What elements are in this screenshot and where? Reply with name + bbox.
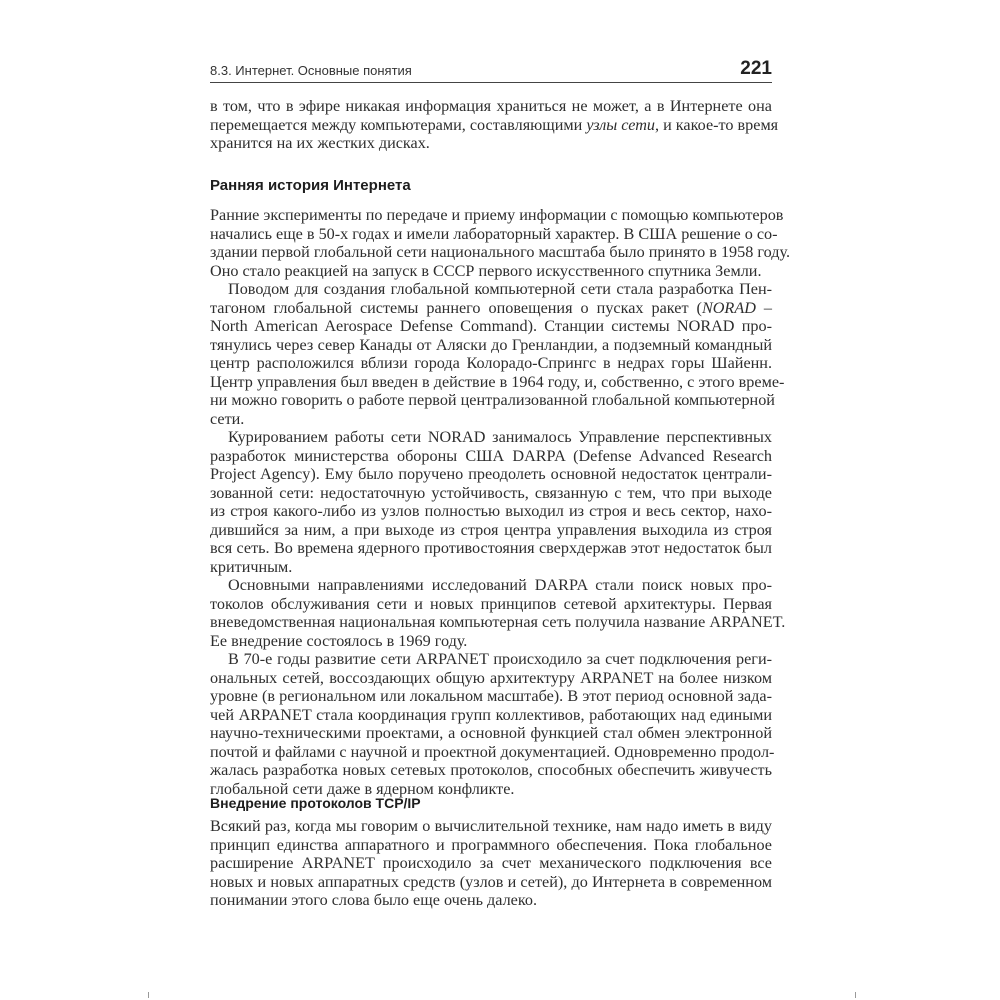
- paragraph: [210, 650, 775, 798]
- text-segment: перемещается между компьютерами, составляющими: [210, 115, 587, 134]
- text-line: почтой и файлами с научной и проектной документацией. Одновременно продол-: [210, 742, 775, 761]
- text-line: центр расположился вблизи города Колорадо-Спрингс в недрах горы Шайенн.: [210, 354, 772, 372]
- intro-paragraph: [210, 97, 779, 153]
- text-line: Ранние эксперименты по передаче и приему информации с помощью компьютеров: [210, 206, 784, 224]
- section-title: 8.3. Интернет. Основные понятия: [210, 63, 412, 78]
- text-line: критичным.: [210, 557, 293, 576]
- text-line: разработок министерства обороны США DARPA (Defense Advanced Research: [210, 446, 772, 465]
- text-line: уровне (в региональном или локальном масштабе). В этот период основной зада-: [210, 687, 772, 705]
- text-line: Всякий раз, когда мы говорим о вычислительной технике, нам надо иметь в виду: [210, 817, 772, 835]
- text-line: научно-техническими проектами, а основной функцией стал обмен электронной: [210, 724, 772, 742]
- text-line: Оно стало реакцией на запуск в СССР первого искусственного спутника Земли.: [210, 261, 762, 280]
- paragraph: [210, 280, 785, 428]
- text-line: понимании этого слова было еще очень далеко.: [210, 891, 538, 909]
- text-line: начались еще в 50-х годах и имели лабораторный характер. В США решение о со-: [210, 224, 778, 243]
- text-line: из строя какого-либо из узлов полностью выходил из строя и весь сектор, нахо-: [210, 502, 772, 520]
- subsection-body: [210, 817, 772, 910]
- subsection-heading: Внедрение протоколов TCP/IP: [210, 795, 421, 811]
- text-line: тянулись через север Канады от Аляски до Гренландии, а подземный командный: [210, 335, 772, 354]
- text-line: новых и новых аппаратных средств (узлов и сетей), до Интернета в современном: [210, 872, 772, 891]
- text-line: Project Agency). Ему было поручено преодолеть основной недостаток централи-: [210, 465, 772, 483]
- text-segment: , и какое-то время: [655, 115, 779, 134]
- text-line: зованной сети: недостаточную устойчивость, связанную с тем, что при выходе: [210, 483, 772, 502]
- text-line: В 70-е годы развитие сети ARPANET происходило за счет подключения реги-: [228, 650, 772, 668]
- paragraph: [210, 817, 772, 910]
- text-line: Ее внедрение состоялось в 1969 году.: [210, 631, 468, 650]
- page-number: 221: [740, 58, 772, 79]
- text-line: ональных сетей, воссоздающих общую архитектуру ARPANET на более низком: [210, 668, 772, 687]
- text-line: North American Aerospace Defense Command). Станции системы NORAD про-: [210, 317, 772, 335]
- paragraph: [210, 97, 779, 153]
- text-line: Поводом для создания глобальной компьютерной сети стала разработка Пен-: [228, 280, 772, 298]
- text-line: здании первой глобальной сети национального масштаба было принято в 1958 году.: [210, 243, 790, 261]
- paragraph: [210, 428, 772, 576]
- paragraph: [210, 206, 790, 280]
- crop-mark: [855, 992, 856, 998]
- text-line: дившийся за ним, а при выходе из строя центра управления выходила из строя: [210, 520, 772, 539]
- text-line: жалась разработка новых сетевых протоколов, способных обеспечить живучесть: [210, 761, 772, 779]
- text-line: чей ARPANET стала координация групп коллективов, работающих над едиными: [210, 705, 772, 724]
- text-line: Курированием работы сети NORAD занималось Управление перспективных: [228, 428, 772, 446]
- text-line: вневедомственная национальная компьютерная сеть получила название ARPANET.: [210, 613, 786, 631]
- running-header: [210, 58, 772, 83]
- text-line: Центр управления был введен в действие в 1964 году, и, собственно, с этого време-: [210, 372, 785, 391]
- emphasized-term: NORAD: [701, 298, 756, 317]
- text-line: сети.: [210, 409, 245, 428]
- text-line: ни можно говорить о работе первой централизованной глобальной компьютерной: [210, 391, 775, 409]
- text-line: глобальной сети даже в ядерном конфликте.: [210, 779, 515, 798]
- crop-mark: [148, 992, 149, 998]
- text-line: расширение ARPANET происходило за счет механического подключения все: [210, 854, 772, 872]
- text-line: [210, 115, 779, 135]
- text-line: токолов обслуживания сети и новых принципов сетевой архитектуры. Первая: [210, 594, 772, 613]
- text-line: в том, что в эфире никакая информация храниться не может, а в Интернете она: [210, 97, 772, 115]
- emphasized-term: узлы сети: [586, 115, 655, 134]
- paragraph: [210, 576, 786, 650]
- text-line: Основными направлениями исследований DARPA стали поиск новых про-: [228, 576, 772, 594]
- text-segment: тагоном глобальной системы раннего оповещения о пусках ракет (: [210, 298, 702, 317]
- text-line: вся сеть. Во времена ядерного противостояния сверхдержав этот недостаток был: [210, 539, 772, 557]
- text-line: хранится на их жестких дисках.: [210, 134, 430, 152]
- section-heading: Ранняя история Интернета: [210, 177, 411, 194]
- text-line: [210, 299, 772, 318]
- section-body: [210, 206, 790, 798]
- text-line: принцип единства аппаратного и программного обеспечения. Пока глобальное: [210, 835, 772, 854]
- text-segment: –: [755, 298, 773, 317]
